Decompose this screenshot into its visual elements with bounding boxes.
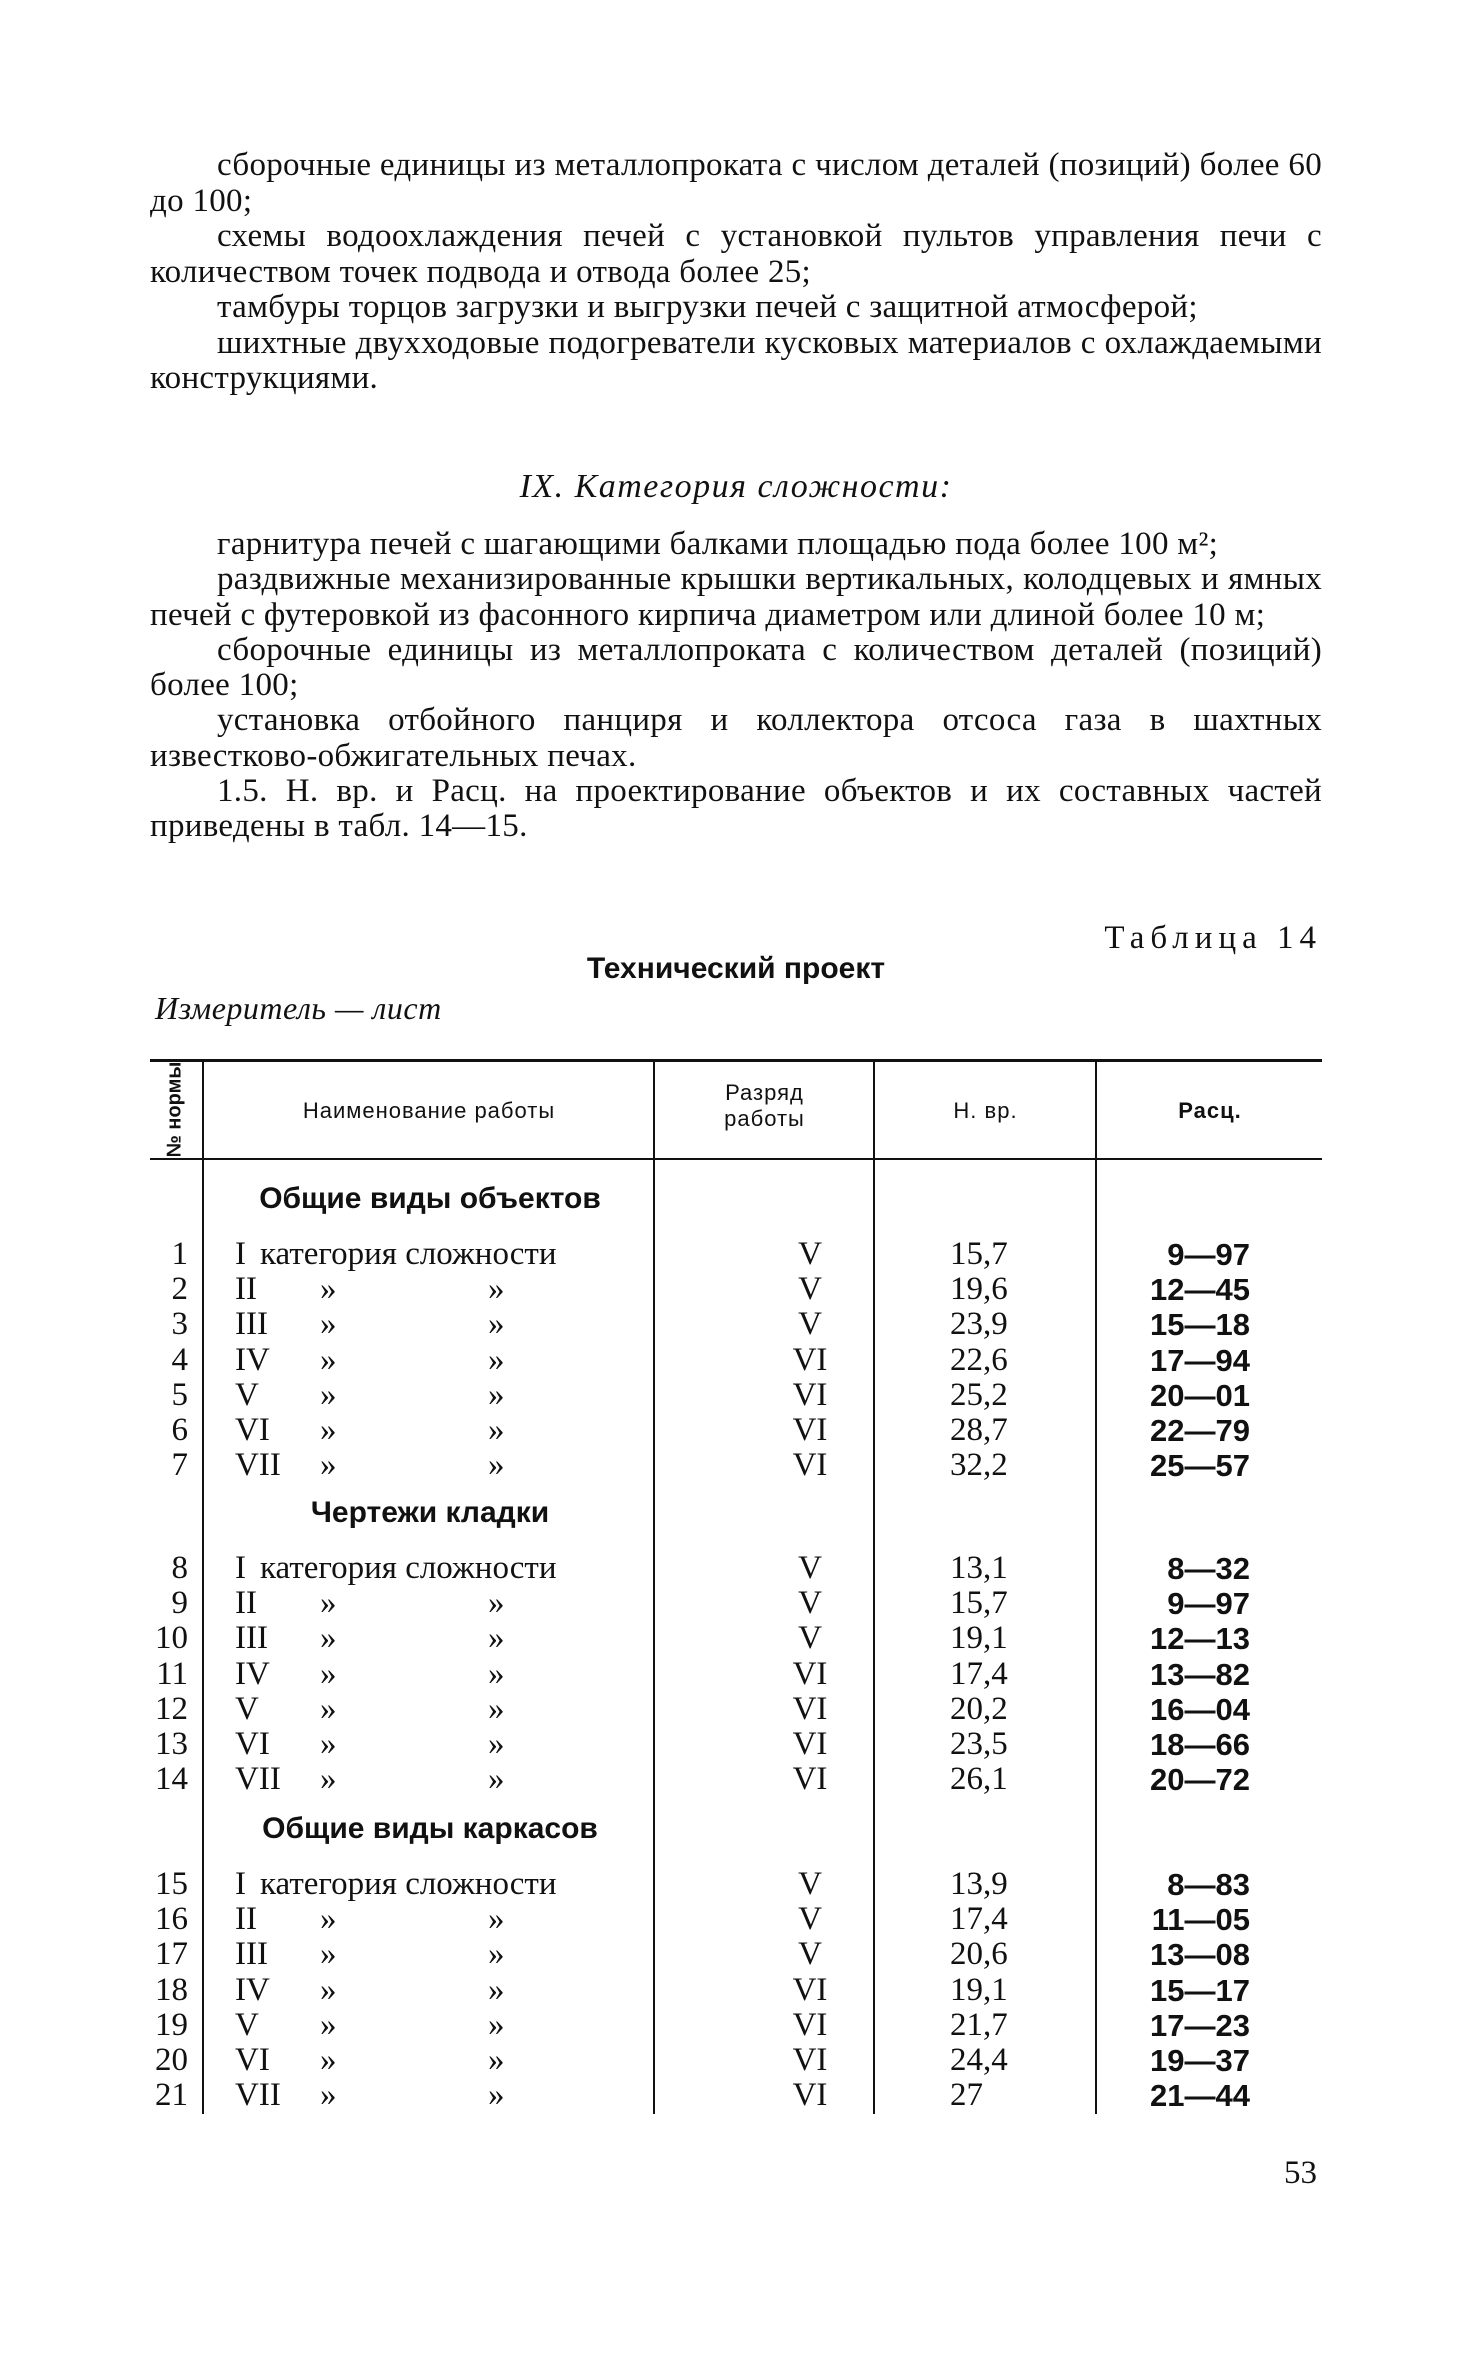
- category-cell: V: [235, 1376, 259, 1413]
- ditto-mark: »: [488, 1655, 505, 1692]
- category-cell: III: [235, 1620, 268, 1657]
- rate-cell: 9—97: [1167, 1237, 1250, 1272]
- description-cell: категория сложности: [260, 1236, 557, 1272]
- paragraph: тамбуры торцов загрузки и выгрузки печей с защитной атмосферой;: [217, 289, 1198, 325]
- paragraph: сборочные единицы из металлопроката с числом деталей (позиций) более 60 до 100;: [150, 147, 1322, 219]
- category-cell: II: [235, 1585, 257, 1622]
- time-cell: 20,6: [950, 1936, 1008, 1973]
- time-cell: 15,7: [950, 1236, 1008, 1272]
- ditto-mark: »: [320, 1306, 337, 1343]
- rate-cell: 8—83: [1167, 1867, 1250, 1902]
- grade-cell: VI: [792, 1690, 828, 1727]
- grade-cell: VI: [792, 1761, 828, 1798]
- ditto-mark: »: [320, 1271, 337, 1308]
- category-cell: II: [235, 1271, 257, 1308]
- ditto-mark: »: [488, 2006, 505, 2043]
- rate-cell: 8—32: [1167, 1551, 1250, 1586]
- table-title: Технический проект: [586, 952, 886, 985]
- norm-number: 2: [171, 1271, 188, 1308]
- norm-number: 6: [171, 1412, 188, 1448]
- table-label: Таблица 14: [1104, 920, 1322, 956]
- intro-text: [150, 148, 1322, 397]
- grade-cell: V: [798, 1620, 822, 1657]
- category-cell: VI: [235, 1726, 270, 1762]
- norm-number: 19: [155, 2006, 188, 2043]
- paragraph: гарнитура печей с шагающими балками площадью пода более 100 м²;: [217, 526, 1219, 562]
- grade-cell: V: [798, 1306, 822, 1343]
- norm-number: 7: [171, 1447, 188, 1484]
- header-number: № нормы: [163, 1061, 186, 1158]
- grade-cell: VI: [792, 1447, 828, 1484]
- ditto-mark: »: [488, 1585, 505, 1622]
- time-cell: 23,9: [950, 1306, 1008, 1343]
- grade-cell: VI: [792, 1971, 828, 2008]
- ditto-mark: »: [488, 1447, 505, 1484]
- time-cell: 17,4: [950, 1901, 1008, 1938]
- norm-number: 14: [155, 1761, 188, 1798]
- grade-cell: VI: [792, 1341, 828, 1378]
- ditto-mark: »: [488, 1726, 505, 1762]
- category-cell: III: [235, 1936, 268, 1973]
- ditto-mark: »: [320, 1936, 337, 1973]
- norm-number: 10: [155, 1620, 188, 1657]
- category-cell: VII: [235, 1761, 281, 1798]
- rate-cell: 19—37: [1150, 2043, 1250, 2078]
- ditto-mark: »: [488, 1341, 505, 1378]
- time-cell: 19,1: [950, 1971, 1008, 2008]
- table-header-rule: [150, 1158, 1322, 1160]
- ditto-mark: »: [488, 1936, 505, 1973]
- category-cell: IV: [235, 1655, 270, 1692]
- rate-cell: 21—44: [1150, 2078, 1250, 2114]
- ditto-mark: »: [488, 2042, 505, 2078]
- rate-cell: 18—66: [1150, 1727, 1250, 1762]
- norm-number: 20: [155, 2042, 188, 2078]
- rate-cell: 12—45: [1150, 1272, 1250, 1308]
- norm-number: 21: [155, 2077, 188, 2114]
- description-cell: категория сложности: [260, 1866, 557, 1902]
- category-cell: V: [235, 2006, 259, 2043]
- time-cell: 25,2: [950, 1376, 1008, 1413]
- norm-number: 8: [171, 1550, 188, 1586]
- header-time: Н. вр.: [953, 1098, 1018, 1123]
- time-cell: 19,1: [950, 1620, 1008, 1657]
- grade-cell: VI: [792, 1726, 828, 1762]
- category-cell: III: [235, 1306, 268, 1343]
- ditto-mark: »: [488, 1971, 505, 2008]
- rate-cell: 22—79: [1150, 1413, 1250, 1448]
- ditto-mark: »: [320, 1971, 337, 2008]
- norm-number: 18: [155, 1971, 188, 2008]
- column-divider: [1095, 1059, 1097, 2114]
- ditto-mark: »: [320, 1341, 337, 1378]
- time-cell: 17,4: [950, 1655, 1008, 1692]
- norm-number: 17: [155, 1936, 188, 1973]
- ditto-mark: »: [488, 1376, 505, 1413]
- grade-cell: VI: [792, 1655, 828, 1692]
- ditto-mark: »: [320, 1726, 337, 1762]
- ditto-mark: »: [488, 1412, 505, 1448]
- column-divider: [653, 1059, 655, 2114]
- ditto-mark: »: [488, 1901, 505, 1938]
- category-cell: V: [235, 1690, 259, 1727]
- rate-cell: 17—23: [1150, 2007, 1250, 2043]
- time-cell: 15,7: [950, 1585, 1008, 1622]
- grade-cell: VI: [792, 2006, 828, 2043]
- category-text: [150, 527, 1322, 845]
- norm-number: 9: [171, 1585, 188, 1622]
- ditto-mark: »: [320, 1761, 337, 1798]
- header-name: Наименование работы: [302, 1098, 556, 1123]
- category-cell: IV: [235, 1971, 270, 2008]
- grade-cell: V: [798, 1236, 822, 1272]
- grade-cell: V: [798, 1585, 822, 1622]
- time-cell: 13,9: [950, 1866, 1008, 1902]
- time-cell: 26,1: [950, 1761, 1008, 1798]
- ditto-mark: »: [488, 1690, 505, 1727]
- rate-cell: 9—97: [1167, 1586, 1250, 1622]
- category-cell: VII: [235, 2077, 281, 2114]
- ditto-mark: »: [488, 1271, 505, 1308]
- rate-cell: 15—17: [1150, 1972, 1250, 2008]
- norm-number: 16: [155, 1901, 188, 1938]
- ditto-mark: »: [320, 1901, 337, 1938]
- rate-cell: 16—04: [1150, 1691, 1250, 1727]
- time-cell: 20,2: [950, 1690, 1008, 1727]
- table-top-rule: [150, 1059, 1322, 1062]
- category-cell: IV: [235, 1341, 270, 1378]
- ditto-mark: »: [320, 1655, 337, 1692]
- time-cell: 28,7: [950, 1412, 1008, 1448]
- category-cell: VI: [235, 1412, 270, 1448]
- grade-cell: V: [798, 1866, 822, 1902]
- section-title: Общие виды каркасов: [262, 1812, 598, 1845]
- grade-cell: V: [798, 1936, 822, 1973]
- rate-cell: 13—08: [1150, 1937, 1250, 1973]
- grade-cell: VI: [792, 2077, 828, 2114]
- ditto-mark: »: [320, 2077, 337, 2114]
- section-title: Общие виды объектов: [259, 1182, 601, 1215]
- paragraph: сборочные единицы из металлопроката с количеством деталей (позиций) более 100;: [150, 631, 1322, 704]
- grade-cell: VI: [792, 2042, 828, 2078]
- ditto-mark: »: [488, 1620, 505, 1657]
- time-cell: 27: [950, 2077, 983, 2114]
- ditto-mark: »: [320, 1447, 337, 1484]
- page-number: 53: [1284, 2155, 1317, 2191]
- category-cell: I: [235, 1866, 246, 1902]
- header-rate: Расц.: [1178, 1098, 1242, 1123]
- paragraph: шихтные двухходовые подогреватели кусковых материалов с охлаждаемыми конструкциями.: [150, 324, 1322, 396]
- ditto-mark: »: [320, 2042, 337, 2078]
- time-cell: 32,2: [950, 1447, 1008, 1484]
- norm-number: 15: [155, 1866, 188, 1902]
- category-cell: I: [235, 1236, 246, 1272]
- header-grade: Разряд работы: [724, 1080, 805, 1131]
- grade-cell: V: [798, 1271, 822, 1308]
- norm-number: 12: [155, 1690, 188, 1727]
- paragraph: раздвижные механизированные крышки вертикальных, колодцевых и ямных печей с футеровкой из фасонного кирпича диаметром или длиной более 10 м;: [150, 561, 1322, 633]
- ditto-mark: »: [320, 1412, 337, 1448]
- ditto-mark: »: [320, 1376, 337, 1413]
- norm-number: 3: [171, 1306, 188, 1343]
- time-cell: 19,6: [950, 1271, 1008, 1308]
- norm-number: 5: [171, 1376, 188, 1413]
- category-cell: VII: [235, 1447, 281, 1484]
- grade-cell: VI: [792, 1412, 828, 1448]
- norm-number: 11: [156, 1655, 188, 1692]
- rate-cell: 17—94: [1150, 1342, 1250, 1378]
- rate-cell: 13—82: [1150, 1656, 1250, 1692]
- time-cell: 23,5: [950, 1726, 1008, 1762]
- ditto-mark: »: [488, 1306, 505, 1343]
- grade-cell: V: [798, 1550, 822, 1586]
- category-cell: II: [235, 1901, 257, 1938]
- ditto-mark: »: [320, 2006, 337, 2043]
- column-divider: [202, 1059, 204, 2114]
- ditto-mark: »: [488, 1761, 505, 1798]
- paragraph: 1.5. Н. вр. и Расц. на проектирование объектов и их составных частей приведены в табл. 14—15.: [150, 773, 1322, 845]
- ditto-mark: »: [488, 2077, 505, 2114]
- rate-cell: 11—05: [1151, 1902, 1250, 1938]
- rate-cell: 20—72: [1150, 1762, 1250, 1798]
- category-cell: I: [235, 1550, 246, 1586]
- rate-cell: 20—01: [1150, 1377, 1250, 1413]
- paragraph: установка отбойного панциря и коллектора отсоса газа в шахтных известково-обжигательных печах.: [150, 702, 1322, 774]
- norm-number: 13: [155, 1726, 188, 1762]
- grade-cell: V: [798, 1901, 822, 1938]
- rate-cell: 12—13: [1150, 1621, 1250, 1657]
- table-measure: Измеритель — лист: [155, 990, 442, 1026]
- norm-number: 4: [171, 1341, 188, 1378]
- grade-cell: VI: [792, 1376, 828, 1413]
- ditto-mark: »: [320, 1620, 337, 1657]
- ditto-mark: »: [320, 1585, 337, 1622]
- section-title: Чертежи кладки: [310, 1496, 550, 1529]
- rate-cell: 25—57: [1150, 1448, 1250, 1484]
- ditto-mark: »: [320, 1690, 337, 1727]
- description-cell: категория сложности: [260, 1550, 557, 1586]
- norm-number: 1: [171, 1236, 188, 1272]
- time-cell: 13,1: [950, 1550, 1008, 1586]
- category-cell: VI: [235, 2042, 270, 2078]
- rate-cell: 15—18: [1150, 1307, 1250, 1343]
- time-cell: 21,7: [950, 2006, 1008, 2043]
- category-heading: IX. Категория сложности:: [519, 468, 953, 505]
- time-cell: 22,6: [950, 1341, 1008, 1378]
- time-cell: 24,4: [950, 2042, 1008, 2078]
- paragraph: схемы водоохлаждения печей с установкой пультов управления печи с количеством точек подвода и отвода более 25;: [150, 218, 1322, 290]
